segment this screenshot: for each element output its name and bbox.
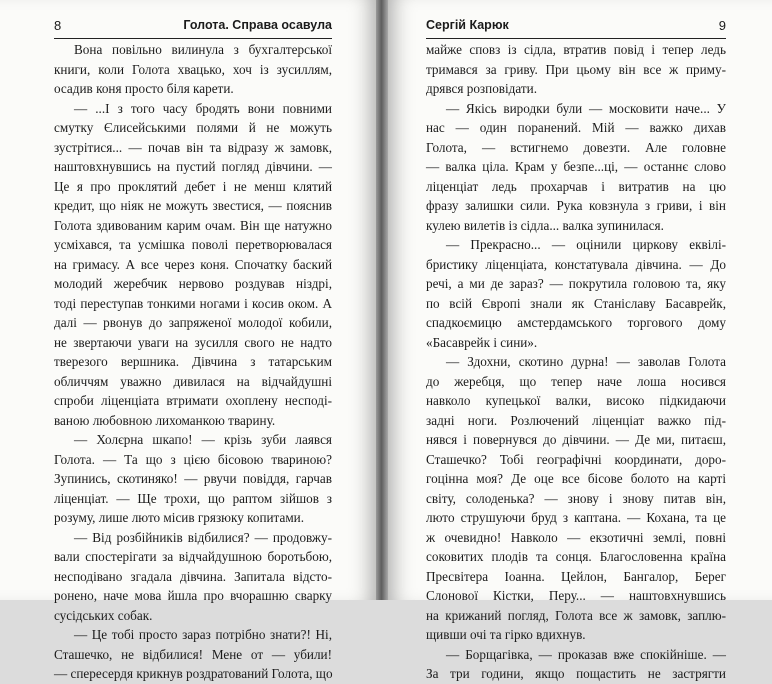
right-page-header — [426, 18, 726, 36]
text-line: вали спостерігати за відчайдушною боротьбою, — [54, 549, 332, 564]
text-line: осадив коня просто біля карети. — [54, 81, 234, 96]
text-line: спадкоємицю амстердамського торгового дому — [426, 315, 726, 330]
text-line: — спересердя крикнув роздратований Голота, що — [54, 666, 333, 681]
text-line: Вона повільно вилинула з бухгалтерської — [74, 42, 332, 57]
text-line: на гримасу. А все через коня. Спочатку баский — [54, 256, 332, 272]
text-line: Голота. — Та що з цією бісовою твариною? — [54, 451, 332, 467]
text-line: Голота здивованим карим очам. Він ще натужно — [54, 217, 332, 233]
text-line: нас — один поранений. Мій — важко дихав — [426, 120, 726, 135]
book-gutter — [376, 0, 388, 600]
right-page-number: 9 — [718, 18, 726, 33]
left-page-text — [54, 40, 332, 684]
text-line: «Басаврейк і сини». — [426, 334, 538, 350]
right-header-rule — [426, 38, 726, 39]
text-line: — Від розбійників відбилися? — продовжу- — [74, 529, 332, 545]
left-header-rule — [54, 38, 332, 39]
text-line: Зупинись, скотиняко! — рвучи повіддя, гарчав — [54, 471, 332, 486]
text-line: навколо купецької валки, високо підкидаючи — [426, 393, 726, 408]
text-line: щивши очі та гірко вдихнув. — [426, 627, 586, 642]
text-line: фразу залишки сили. Рука ковзнула з гриви, і він — [426, 198, 726, 213]
text-line: ліценціат. — Ще трохи, що раптом зійшов з — [54, 490, 332, 506]
text-line: ліценціат ледь прохарчав і витратив на цю — [426, 178, 726, 194]
text-line: спроби ліценціата втримати охоплену несподі- — [54, 393, 332, 408]
text-line: молодий жеребчик нервово роздував ніздрі, — [54, 276, 332, 291]
text-line: не звертаючи уваги на зусилля свого не надто — [54, 334, 332, 350]
text-line: Пресвітера Іоанна. Цейлон, Бангалор, Берег — [426, 568, 726, 584]
text-line: — Здохни, скотино дурна! — заволав Голота — [446, 354, 726, 369]
text-line: — валка ціла. Крам у безпе...ці, — останнє слово — [426, 159, 726, 174]
text-line: далі — рвонув до запряженої молодої кобили, — [54, 315, 332, 330]
text-line: кулею вилетів із сідла... валка зупинилася. — [426, 217, 664, 233]
text-line: — Прекрасно... — оцінили циркову еквілі- — [446, 237, 726, 252]
text-line: лютo струшуючи бруд з каптана. — Кохана, та це — [426, 510, 726, 525]
text-line: — Якісь виродки були — московити наче... У — [446, 100, 726, 116]
text-line: до жеребця, що тепер наче лоша носився — [426, 373, 726, 389]
text-line: — ...І з того часу бродять вони повними — [74, 100, 332, 116]
text-line: книги, коли Голота хвацько, хоч із зусиллям, — [54, 61, 332, 77]
text-line: Сташечко? Тобі географічні координати, доро- — [426, 451, 726, 467]
text-line: речі, а ми де зараз? — покрутила головою та, яку — [426, 276, 726, 291]
text-line: дрявся розповідати. — [426, 81, 538, 96]
text-line: усміхався, та усмішка поволі перетворювалася — [54, 237, 332, 252]
text-line: За три години, якщо пощастить не застрягти — [426, 666, 726, 681]
text-line: Слонової Кістки, Перу... — наштовхнувшись — [426, 588, 726, 603]
text-line: на крижаний погляд, Голота все ж замовк, заплю- — [426, 607, 726, 623]
text-line: — Борщагівка, — проказав вже спокійніше. — — [446, 646, 726, 662]
text-line: задні ноги. Розлючений ліценціат важко під- — [426, 412, 726, 428]
text-line: обличчям уважно дивилася на відчайдушні — [54, 373, 332, 389]
right-running-head: Сергій Карюк — [426, 18, 509, 32]
left-page — [0, 0, 376, 681]
text-line: тримався за гриву. При цьому він все ж приму- — [426, 61, 726, 77]
text-line: ронено, наче мова йшла про вчорашню сварку — [54, 588, 332, 603]
text-line: наштовхнувшись на пустий погляд дівчини. — — [54, 159, 332, 174]
text-line: майже сповз із сідла, втратив повід і тепер ледь — [426, 42, 726, 57]
text-line: тверезого вершника. Дівчина з татарським — [54, 354, 332, 369]
text-line: Голота, — встигнемо довезти. Алe головне — [426, 139, 726, 155]
text-line: сусідських собак. — [54, 607, 153, 623]
right-page — [388, 0, 772, 681]
text-line: нявся і повернувся до дівчини. — Де ми, питаєш, — [426, 432, 726, 447]
text-line: гоцінна моя? Де оце все бісове болото на карті — [426, 471, 726, 486]
left-page-number: 8 — [54, 18, 62, 33]
text-line: світу, солоденька? — знову і знову питав він, — [426, 490, 726, 506]
left-page-header — [54, 18, 332, 36]
text-line: смутку Єлисейськими полями й не можуть — [54, 120, 332, 135]
text-line: зустрітися... — почав він та відразу ж замовк, — [54, 139, 332, 155]
text-line: несподівано згадала дівчина. Запитала відсто- — [54, 568, 332, 584]
text-line: — Холєрна шкапо! — крізь зуби лаявся — [74, 432, 332, 447]
left-running-head: Голота. Справа осавула — [183, 18, 332, 32]
text-line: Сташечко, не відбилися! Мене от — убили! — [54, 646, 332, 662]
text-line: по всій Європі знали як Станіславу Басаврейк, — [426, 295, 726, 311]
text-line: Це я про проклятий дебет і не менш клятий — [54, 178, 332, 194]
text-line: кредит, що ніяк не можуть звестися, — пояснив — [54, 198, 332, 213]
text-line: ваною любовною лихоманкою тварину. — [54, 412, 276, 428]
text-line: тоді переступав тонкими ногами і косив оком. А — [54, 295, 332, 311]
text-line: розуму, лише люто місив грязюку копитами. — [54, 510, 305, 525]
right-page-text — [426, 40, 726, 684]
text-line: ж очевидно! Навколо — екзотичні землі, повні — [426, 529, 726, 545]
text-line: соковитих плодів та сонця. Благословенна країна — [426, 549, 726, 564]
text-line: бристику ліценціата, констатувала дівчина. — До — [426, 256, 726, 272]
text-line: — Це тобі просто зараз потрібно знати?! Ні, — [74, 627, 332, 642]
